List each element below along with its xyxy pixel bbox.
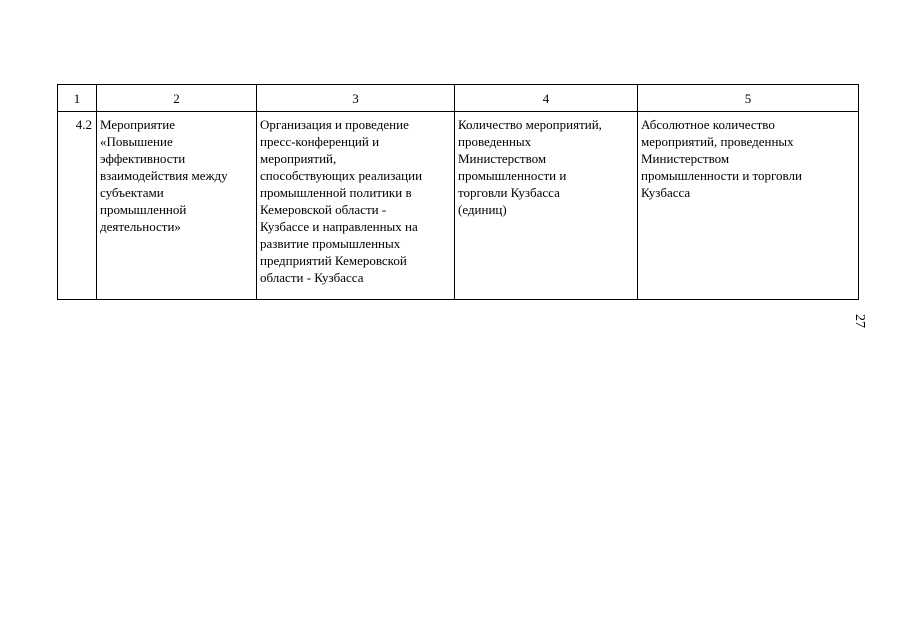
column-header-2: 2 xyxy=(97,85,257,112)
calculation-method-cell xyxy=(638,112,859,300)
column-header-5: 5 xyxy=(638,85,859,112)
calculation-method-text: Абсолютное количество мероприятий, проведенных Министерством промышленности и торговли Кузбасса xyxy=(641,117,802,200)
table-header-row xyxy=(58,85,859,112)
indicator-text: Количество мероприятий, проведенных Министерством промышленности и торговли Кузбасса (единиц) xyxy=(458,117,602,217)
indicator-cell xyxy=(455,112,638,300)
column-header-1: 1 xyxy=(58,85,97,112)
row-number-cell xyxy=(58,112,97,300)
event-description-cell xyxy=(257,112,455,300)
event-description: Организация и проведение пресс-конференций и мероприятий, способствующих реализации промышленной политики в Кемеровской области - Кузбассе и направленных на развитие промышленных предприятий Кемеровской области - Кузбасса xyxy=(260,117,423,285)
document-table xyxy=(57,84,859,300)
column-header-4: 4 xyxy=(455,85,638,112)
row-number: 4.2 xyxy=(75,117,92,132)
page-number: 27 xyxy=(852,314,867,328)
event-name: Мероприятие «Повышение эффективности взаимодействия между субъектами промышленной деятельности» xyxy=(100,117,228,234)
event-name-cell xyxy=(97,112,257,300)
table-row xyxy=(58,112,859,300)
column-header-3: 3 xyxy=(257,85,455,112)
